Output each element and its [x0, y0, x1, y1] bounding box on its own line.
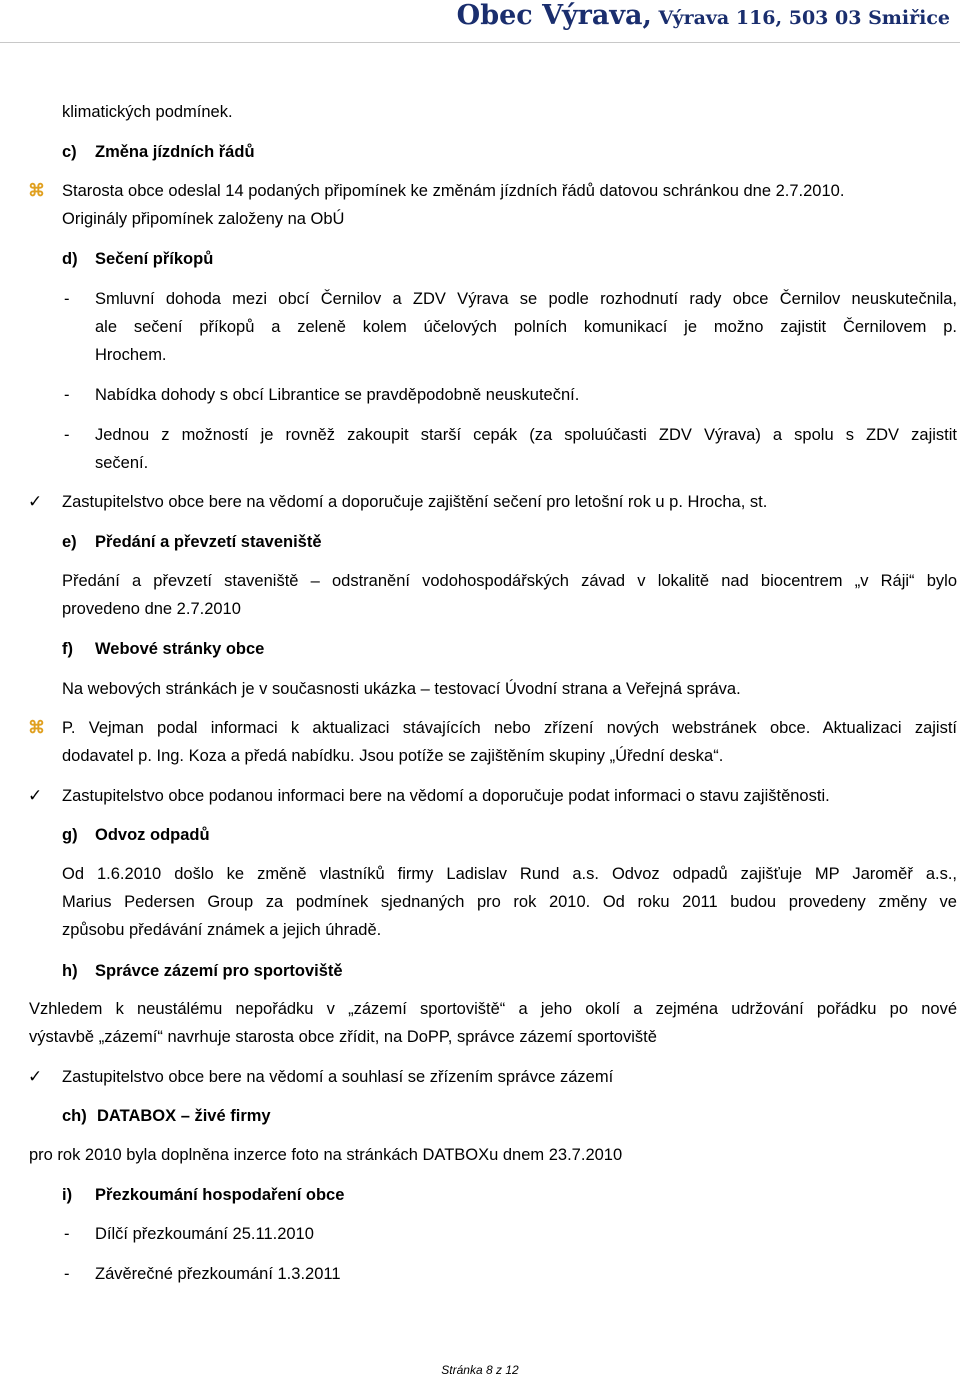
text-line: sečení.	[95, 454, 149, 472]
text-line: Hrochem.	[95, 346, 167, 364]
text-line: dodavatel p. Ing. Koza a předá nabídku. Jsou potíže se zajištěním skupiny „Úřední deska“.	[62, 747, 724, 765]
check-icon: ✓	[28, 1067, 43, 1086]
text-line: Starosta obce odeslal 14 podaných připomínek ke změnám jízdních řádů datovou schránkou dne 2.7.2010.	[62, 182, 845, 200]
section-letter: e)	[62, 533, 77, 551]
section-letter: ch)	[62, 1107, 87, 1125]
text-line: Předání a převzetí staveniště – odstranění vodohospodářských závad v lokalitě nad biocentrem „v Ráji“ bylo	[62, 572, 957, 590]
text-line: provedeno dne 2.7.2010	[62, 600, 241, 618]
check-icon: ✓	[28, 786, 43, 805]
section-letter: h)	[62, 962, 78, 980]
text-line: Zastupitelstvo obce bere na vědomí a souhlasí se zřízením správce zázemí	[62, 1068, 614, 1086]
section-heading: Sečení příkopů	[95, 250, 214, 268]
section-letter: g)	[62, 826, 78, 844]
header-address: Výrava 116, 503 03 Smiřice	[651, 7, 950, 29]
section-letter: c)	[62, 143, 77, 161]
section-letter: f)	[62, 640, 73, 658]
text-line: ale sečení příkopů a zeleně kolem účelových polních komunikací je možno zajistit Černilovem p.	[95, 318, 957, 336]
header-rule	[0, 42, 960, 43]
section-heading: Odvoz odpadů	[95, 826, 210, 844]
section-letter: i)	[62, 1186, 73, 1204]
text-line: Zastupitelstvo obce podanou informaci bere na vědomí a doporučuje podat informaci o stavu zajištěnosti.	[62, 787, 830, 805]
header-title: Obec Výrava,	[456, 0, 652, 31]
page-number: Stránka 8 z 12	[441, 1363, 519, 1377]
section-heading: DATABOX – živé firmy	[97, 1107, 271, 1125]
text-line: Závěrečné přezkoumání 1.3.2011	[95, 1265, 341, 1283]
dash-bullet: -	[64, 1225, 70, 1243]
text-line: P. Vejman podal informaci k aktualizaci stávajících nebo zřízení nových webstránek obce. Aktualizaci zajistí	[62, 719, 957, 737]
text-line: výstavbě „zázemí“ navrhuje starosta obce zřídit, na DoPP, správce zázemí sportoviště	[29, 1028, 657, 1046]
cross-bullet-icon: ⌘	[28, 718, 45, 737]
text-line: Marius Pedersen Group za podmínek sjednaných pro rok 2010. Od roku 2011 budou provedeny změny ve	[62, 893, 957, 911]
text-line: Na webových stránkách je v současnosti ukázka – testovací Úvodní strana a Veřejná správa.	[62, 680, 741, 698]
text-line: Dílčí přezkoumání 25.11.2010	[95, 1225, 314, 1243]
text-line: Zastupitelstvo obce bere na vědomí a doporučuje zajištění sečení pro letošní rok u p. Hrocha, st.	[62, 493, 768, 511]
text-line: Originály připomínek založeny na ObÚ	[62, 210, 345, 228]
dash-bullet: -	[64, 386, 70, 404]
text-line: Jednou z možností je rovněž zakoupit starší cepák (za spoluúčasti ZDV Výrava) a spolu s ZDV zajistit	[95, 426, 957, 444]
section-heading: Změna jízdních řádů	[95, 143, 255, 161]
dash-bullet: -	[64, 426, 70, 444]
section-heading: Přezkoumání hospodaření obce	[95, 1186, 345, 1204]
text-line: pro rok 2010 byla doplněna inzerce foto na stránkách DATBOXu dnem 23.7.2010	[29, 1146, 623, 1164]
text-line: Vzhledem k neustálému nepořádku v „zázemí sportoviště“ a jeho okolí a zejména udržování pořádku po nové	[29, 1000, 957, 1018]
text-line: Smluvní dohoda mezi obcí Černilov a ZDV Výrava se podle rozhodnutí rady obce Černilov neuskutečnila,	[95, 290, 957, 308]
text-line: Nabídka dohody s obcí Librantice se pravděpodobně neuskuteční.	[95, 386, 580, 404]
check-icon: ✓	[28, 492, 43, 511]
page-header	[0, 0, 960, 31]
section-heading: Správce zázemí pro sportoviště	[95, 962, 343, 980]
section-letter: d)	[62, 250, 78, 268]
text-line: klimatických podmínek.	[62, 103, 233, 121]
dash-bullet: -	[64, 1265, 70, 1283]
section-heading: Předání a převzetí staveniště	[95, 533, 322, 551]
text-line: způsobu předávání známek a jejich úhradě.	[62, 921, 382, 939]
section-heading: Webové stránky obce	[95, 640, 265, 658]
dash-bullet: -	[64, 290, 70, 308]
text-line: Od 1.6.2010 došlo ke změně vlastníků firmy Ladislav Rund a.s. Odvoz odpadů zajišťuje MP Jaroměř a.s.,	[62, 865, 957, 883]
cross-bullet-icon: ⌘	[28, 181, 45, 200]
